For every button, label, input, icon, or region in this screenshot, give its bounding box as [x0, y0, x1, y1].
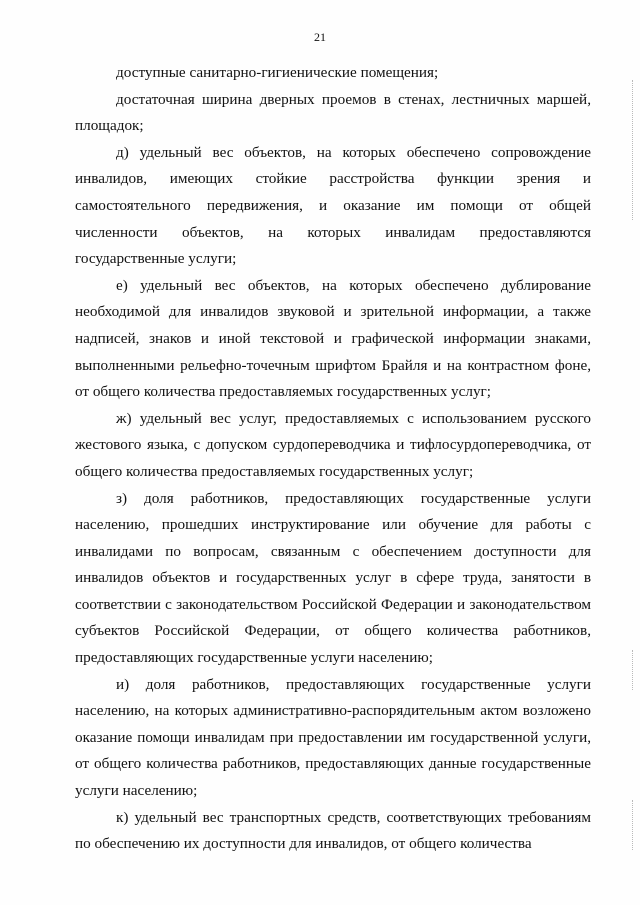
paragraph-d: д) удельный вес объектов, на которых обеспечено сопровождение инвалидов, имеющих стойкие расстройства функции зрения и самостоятельного передвижения, и оказание им помощи от общей численности объектов, на которых инвалидам предоставляются государственные услуги;: [75, 143, 591, 268]
scan-edge-mark: [632, 80, 634, 220]
paragraph-e: е) удельный вес объектов, на которых обеспечено дублирование необходимой для инвалидов звуковой и зрительной информации, а также надписей, знаков и иной текстовой и графической информации знаками, выполненными рельефно-точечным шрифтом Брайля и на контрастном фоне, от общего количества предоставляемых государственных услуг;: [75, 276, 591, 401]
document-body: [75, 60, 591, 858]
paragraph-i: и) доля работников, предоставляющих государственные услуги населению, на которых административно-распорядительным актом возложено оказание помощи инвалидам при предоставлении им государственной услуги, от общего количества работников, предоставляющих данные государственные услуги населению;: [75, 675, 591, 800]
paragraph-k: к) удельный вес транспортных средств, соответствующих требованиям по обеспечению их доступности для инвалидов, от общего количества: [75, 808, 591, 853]
paragraph-zh: ж) удельный вес услуг, предоставляемых с использованием русского жестового языка, с допуском сурдопереводчика и тифлосурдопереводчика, от общего количества предоставляемых государственных услуг;: [75, 409, 591, 480]
paragraph-z: з) доля работников, предоставляющих государственные услуги населению, прошедших инструктирование или обучение для работы с инвалидами по вопросам, связанным с обеспечением доступности для инвалидов объектов и государственных услуг в сфере труда, занятости в соответствии с законодательством Российской Федерации и законодательством субъектов Российской Федерации, от общего количества работников, предоставляющих государственные услуги населению;: [75, 489, 591, 667]
scan-edge-mark: [632, 650, 634, 690]
paragraph-sanitary-rooms: доступные санитарно-гигиенические помещения;: [116, 64, 439, 81]
page-number: 21: [314, 30, 326, 44]
scan-edge-mark: [632, 800, 634, 850]
paragraph-door-width: достаточная ширина дверных проемов в стенах, лестничных маршей, площадок;: [75, 90, 591, 135]
